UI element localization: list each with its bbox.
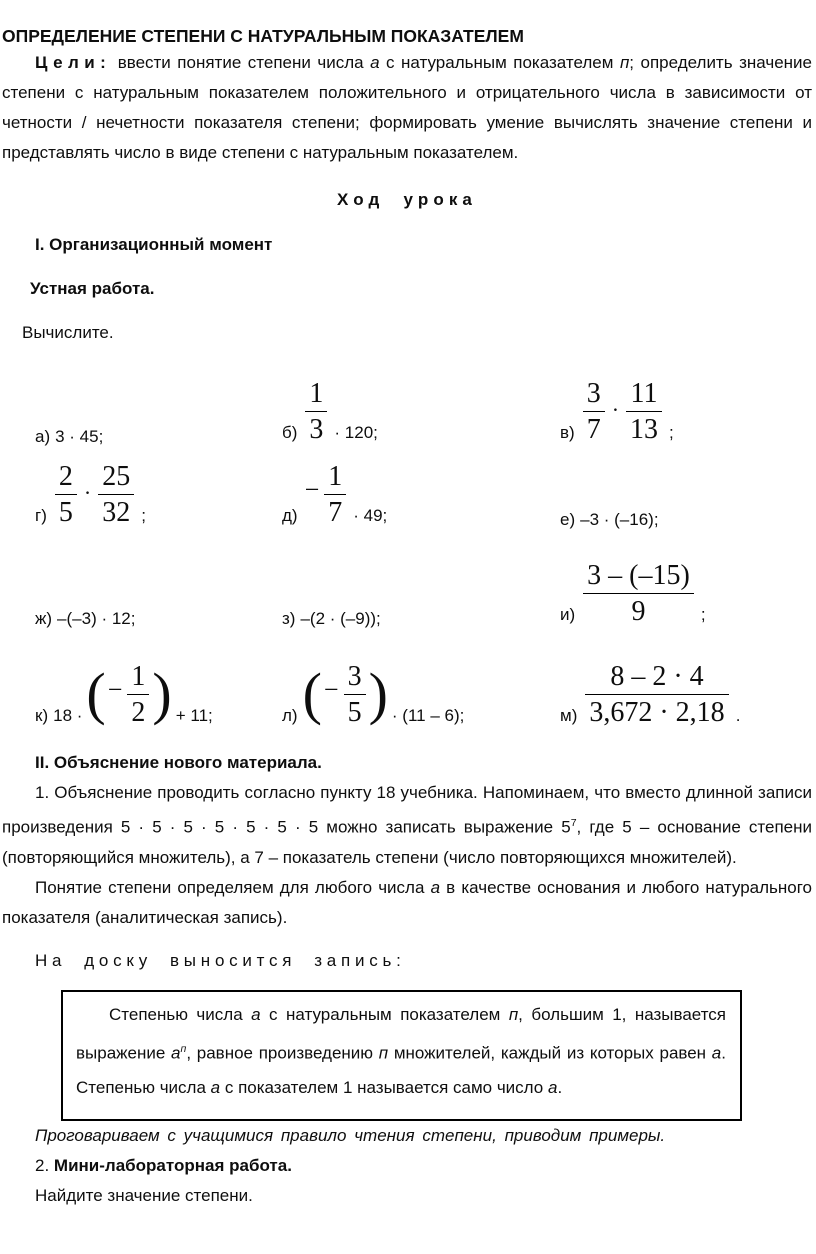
fraction-numerator: 3 – (–15) xyxy=(587,559,690,591)
fraction-denominator: 9 xyxy=(583,593,694,629)
fraction-denominator: 13 xyxy=(626,411,662,447)
fraction xyxy=(344,660,366,730)
open-parenthesis: ( xyxy=(302,661,322,727)
exercise-row-3 xyxy=(2,544,812,641)
exercise-item-v xyxy=(527,365,812,455)
section-1-heading: I. Организационный момент xyxy=(35,235,273,254)
fraction xyxy=(305,377,327,447)
oral-work-heading: Устная работа. xyxy=(30,279,155,298)
exercise-expression: ; xyxy=(141,506,146,526)
fraction-numerator: 11 xyxy=(630,377,658,409)
exercise-expression: · 120; xyxy=(334,423,378,443)
fraction xyxy=(324,460,346,530)
fraction-numerator: 1 xyxy=(309,377,324,409)
exercise-label: а) xyxy=(35,427,51,446)
explanation-paragraph-1: 1. Объяснение проводить согласно пункту 18 учебника. Напоминаем, что вместо длинной записи произведения 5 · 5 · 5 · 5 · 5 · 5 · 5 можно записать выражение $5^7$, где 5 – основание степени (повторяющийся множитель), а 7 – показатель степени (число повторяющихся множителей). xyxy=(2,783,812,867)
exercise-item-e xyxy=(527,455,812,544)
exercise-item-l xyxy=(249,641,527,744)
exercise-label: ж) xyxy=(35,609,53,628)
task-intro: Вычислите. xyxy=(22,323,114,342)
fraction xyxy=(98,460,134,530)
exercise-expression: ; xyxy=(700,605,706,625)
exercise-expression: –3 · (–16); xyxy=(580,510,659,529)
exercise-item-a xyxy=(2,365,249,455)
fraction-numerator: 3 xyxy=(347,660,362,692)
fraction xyxy=(583,377,605,447)
exercise-expression: 3 · 45; xyxy=(55,427,104,446)
exercise-label: д) xyxy=(282,506,298,526)
exercise-label: з) xyxy=(282,609,296,628)
multiplication-dot: · xyxy=(611,397,620,423)
fraction-numerator: 8 – 2 · 4 xyxy=(610,660,704,692)
fraction xyxy=(127,660,149,730)
close-parenthesis: ) xyxy=(368,661,388,727)
exercise-label: г) xyxy=(35,506,47,526)
exercise-expression: ; xyxy=(669,423,674,443)
goals-paragraph: Цели: ввести понятие степени числа а с натуральным показателем п; определить значение степени с натуральным показателем положительного и отрицательного числа в зависимости от четности / нечетности показателя степени; формировать умение вычислять значение степени и представлять число в виде степени с натуральным показателем. xyxy=(2,53,812,162)
fraction xyxy=(583,559,694,629)
exercise-item-b xyxy=(249,365,527,455)
exercise-expression: · (11 – 6); xyxy=(391,706,465,726)
exercise-expression: 18 · xyxy=(53,706,83,726)
final-task-line: Найдите значение степени. xyxy=(35,1186,253,1206)
minus-sign: − xyxy=(323,675,339,705)
exercise-label: и) xyxy=(560,605,576,625)
fraction-denominator: 3 xyxy=(305,411,327,447)
open-parenthesis: ( xyxy=(86,661,106,727)
fraction-denominator: 32 xyxy=(98,494,134,530)
exercise-label: к) xyxy=(35,706,49,726)
exercise-item-z xyxy=(249,544,527,641)
exercise-expression: –(2 · (–9)); xyxy=(300,609,381,628)
fraction-numerator: 3 xyxy=(586,377,601,409)
fraction-denominator: 5 xyxy=(344,694,366,730)
fraction-numerator: 1 xyxy=(328,460,343,492)
exercise-row-1 xyxy=(2,365,812,455)
definition-box: Степенью числа а с натуральным показателем п, большим 1, называется выражение $а^п$, равное произведению п множителей, каждый из которых равен а. Степенью числа а с показателем 1 называется само число а. xyxy=(61,990,742,1122)
teacher-note-italic: Проговариваем с учащимися правило чтения степени, приводим примеры. xyxy=(35,1126,666,1146)
fraction xyxy=(585,660,728,730)
fraction xyxy=(55,460,77,530)
exercise-label: м) xyxy=(560,706,578,726)
exercise-item-m xyxy=(527,641,812,744)
fraction-denominator: 2 xyxy=(127,694,149,730)
fraction-denominator: 5 xyxy=(55,494,77,530)
exercise-expression: · 49; xyxy=(353,506,388,526)
exercise-item-d xyxy=(249,455,527,544)
minilab-heading: 2. Мини-лабораторная работа. xyxy=(35,1156,292,1176)
fraction-denominator: 7 xyxy=(583,411,605,447)
document-title: ОПРЕДЕЛЕНИЕ СТЕПЕНИ С НАТУРАЛЬНЫМ ПОКАЗАТЕЛЕМ xyxy=(2,26,524,46)
exercise-expression: + 11; xyxy=(175,706,213,726)
exercise-item-i xyxy=(527,544,812,641)
exercise-label: л) xyxy=(282,706,298,726)
exercise-item-k xyxy=(2,641,249,744)
board-note-lead: На доску выносится запись: xyxy=(35,950,406,970)
exercise-grid xyxy=(2,365,812,744)
section-2-heading: II. Объяснение нового материала. xyxy=(35,753,322,772)
multiplication-dot: · xyxy=(83,480,92,506)
exercise-item-zh xyxy=(2,544,249,641)
explanation-paragraph-2: Понятие степени определяем для любого числа а в качестве основания и любого натурального показателя (аналитическая запись). xyxy=(2,877,813,927)
fraction xyxy=(626,377,662,447)
fraction-denominator: 7 xyxy=(324,494,346,530)
exercise-row-2 xyxy=(2,455,812,544)
minus-sign: − xyxy=(107,675,123,705)
exercise-row-4 xyxy=(2,641,812,744)
close-parenthesis: ) xyxy=(152,661,172,727)
minus-sign: − xyxy=(304,475,320,505)
fraction-denominator: 3,672 · 2,18 xyxy=(585,694,728,730)
fraction-numerator: 25 xyxy=(102,460,131,492)
exercise-label: в) xyxy=(560,423,575,443)
lesson-flow-heading: Ход урока xyxy=(336,190,477,209)
fraction-numerator: 2 xyxy=(58,460,73,492)
exercise-item-g xyxy=(2,455,249,544)
fraction-numerator: 1 xyxy=(131,660,146,692)
exercise-expression: . xyxy=(735,706,741,726)
exercise-label: е) xyxy=(560,510,576,529)
exercise-expression: –(–3) · 12; xyxy=(57,609,136,628)
exercise-label: б) xyxy=(282,423,298,443)
